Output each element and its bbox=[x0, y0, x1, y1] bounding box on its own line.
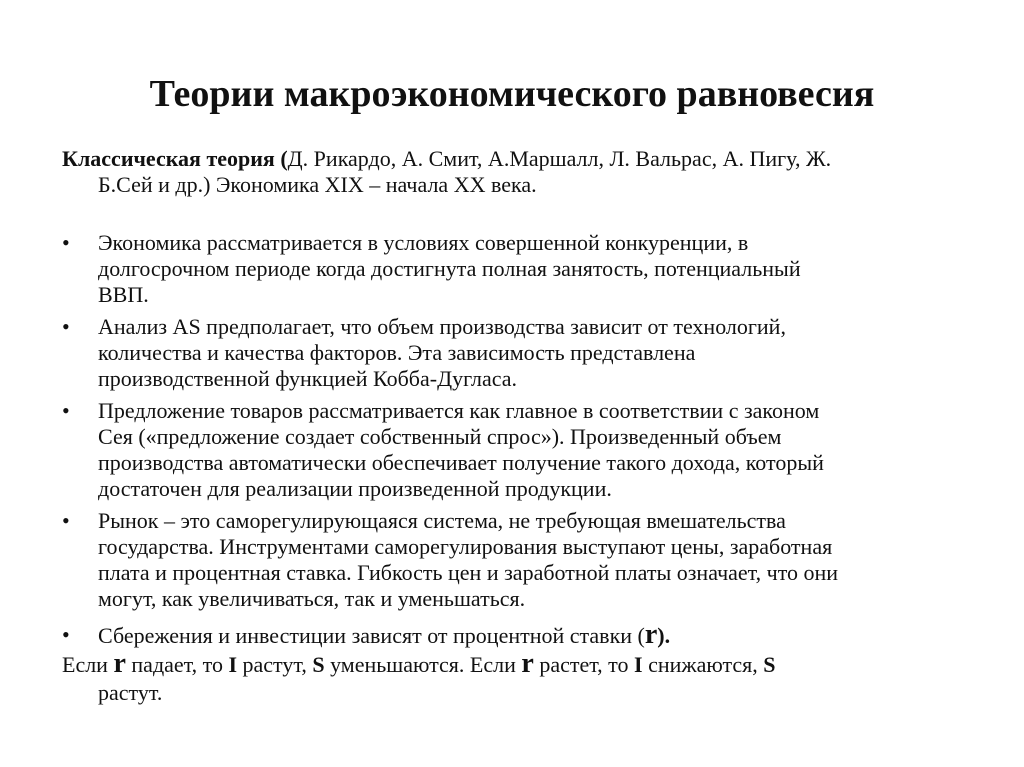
bullet-line: Рынок – это саморегулирующаяся система, не требующая вмешательства bbox=[98, 508, 786, 533]
intro-text-line-2: Б.Сей и др.) Экономика XIX – начала XX века. bbox=[98, 172, 537, 197]
bullet-icon: • bbox=[62, 508, 70, 533]
rate-symbol: r bbox=[644, 619, 658, 650]
bullet-item bbox=[62, 230, 962, 308]
investment-symbol: I bbox=[228, 652, 238, 677]
bullet-item bbox=[62, 619, 962, 650]
bullet-line: Сея («предложение создает собственный спрос»). Произведенный объем bbox=[98, 424, 782, 449]
bullet-item bbox=[62, 314, 962, 392]
bullet-icon: • bbox=[62, 398, 70, 423]
bullet-line: плата и процентная ставка. Гибкость цен и заработной платы означает, что они bbox=[98, 560, 839, 585]
conclusion-paragraph bbox=[62, 650, 962, 707]
intro-bold-label: Классическая теория ( bbox=[62, 146, 288, 171]
bullet-icon: • bbox=[62, 230, 70, 255]
conclusion-text-line-2: растут. bbox=[98, 680, 163, 705]
bullet-line: государства. Инструментами саморегулирования выступают цены, заработная bbox=[98, 534, 833, 559]
bullet-line: Экономика рассматривается в условиях совершенной конкуренции, в bbox=[98, 230, 749, 255]
bullet-close: ). bbox=[657, 623, 671, 648]
bullet-line: количества и качества факторов. Эта зависимость представлена bbox=[98, 340, 696, 365]
bullet-item bbox=[62, 508, 962, 612]
conclusion-text: уменьшаются. Если bbox=[324, 652, 522, 677]
savings-symbol: S bbox=[763, 652, 776, 677]
conclusion-text: снижаются, bbox=[642, 652, 764, 677]
savings-symbol: S bbox=[312, 652, 325, 677]
conclusion-text: растут, bbox=[237, 652, 313, 677]
bullet-line: ВВП. bbox=[98, 282, 149, 307]
bullet-line: достаточен для реализации произведенной продукции. bbox=[98, 476, 612, 501]
slide-title: Теории макроэкономического равновесия bbox=[149, 73, 875, 115]
bullet-line: производственной функцией Кобба-Дугласа. bbox=[98, 366, 518, 391]
rate-symbol: r bbox=[113, 648, 126, 679]
rate-symbol: r bbox=[521, 648, 534, 679]
bullet-icon: • bbox=[62, 622, 70, 647]
bullet-list bbox=[62, 230, 962, 649]
bullet-line: Анализ AS предполагает, что объем производства зависит от технологий, bbox=[98, 314, 786, 339]
conclusion-text: растет, то bbox=[533, 652, 635, 677]
bullet-item bbox=[62, 398, 962, 502]
intro-paragraph bbox=[62, 146, 972, 198]
bullet-line: могут, как увеличиваться, так и уменьшаться. bbox=[98, 586, 526, 611]
intro-text-line-1: Д. Рикардо, А. Смит, А.Маршалл, Л. Вальрас, А. Пигу, Ж. bbox=[287, 146, 832, 171]
bullet-line: производства автоматически обеспечивает получение такого дохода, который bbox=[98, 450, 824, 475]
bullet-icon: • bbox=[62, 314, 70, 339]
bullet-line: долгосрочном периоде когда достигнута полная занятость, потенциальный bbox=[98, 256, 801, 281]
conclusion-text: падает, то bbox=[125, 652, 229, 677]
bullet-line: Предложение товаров рассматривается как главное в соответствии с законом bbox=[98, 398, 820, 423]
conclusion-text: Если bbox=[62, 652, 114, 677]
bullet-line: Сбережения и инвестиции зависят от процентной ставки ( bbox=[98, 623, 645, 648]
investment-symbol: I bbox=[634, 652, 643, 677]
